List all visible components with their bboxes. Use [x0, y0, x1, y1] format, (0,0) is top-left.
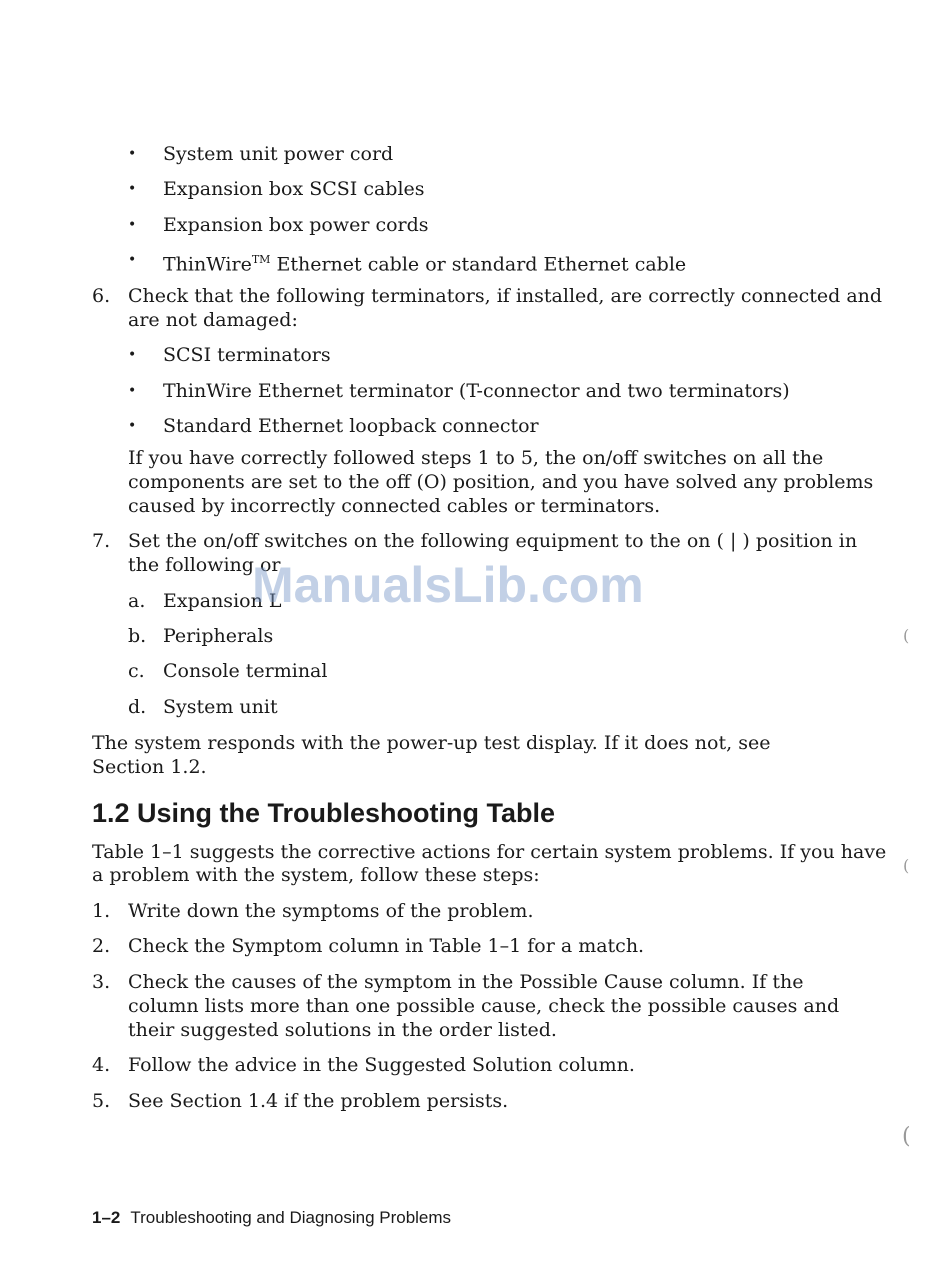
item-letter: c.: [128, 660, 145, 682]
item-text: System unit: [163, 696, 278, 718]
section-heading: 1.2 Using the Troubleshooting Table: [92, 798, 556, 828]
watermark-text: ManualsLib.com: [252, 557, 644, 613]
scan-mark: (: [903, 856, 910, 875]
bullet-marker: •: [128, 146, 137, 162]
page-footer: [92, 1207, 451, 1229]
item-text: Expansion L: [163, 590, 282, 612]
bullet-text-thinwire: ThinWire™ Ethernet cable or standard Ethernet cable: [163, 253, 687, 276]
bullet-text: ThinWire Ethernet terminator (T-connector and two terminators): [163, 380, 790, 402]
bullet-marker: •: [128, 181, 137, 197]
step-number: 6.: [92, 285, 111, 307]
bullet-text: Expansion box power cords: [163, 214, 429, 236]
scan-mark: (: [903, 626, 910, 645]
page-number: 1–2: [92, 1208, 121, 1227]
step-text: Follow the advice in the Suggested Solution column.: [128, 1054, 635, 1076]
step-text: their suggested solutions in the order listed.: [128, 1019, 557, 1041]
step-number: 1.: [92, 900, 111, 922]
footer-title: Troubleshooting and Diagnosing Problems: [130, 1208, 452, 1227]
step-text: Check the Symptom column in Table 1–1 for a match.: [128, 935, 645, 957]
item-letter: d.: [128, 696, 147, 718]
step-text: Check the causes of the symptom in the Possible Cause column. If the: [128, 971, 804, 993]
bullet-text: Standard Ethernet loopback connector: [163, 415, 539, 437]
bullet-text: SCSI terminators: [163, 344, 331, 366]
item-letter: b.: [128, 625, 147, 647]
bullet-marker: •: [128, 347, 137, 363]
paragraph-line: If you have correctly followed steps 1 to 5, the on/off switches on all the: [128, 447, 824, 469]
paragraph-line: a problem with the system, follow these steps:: [92, 864, 540, 886]
step-number: 5.: [92, 1090, 111, 1112]
paragraph-line: Section 1.2.: [92, 756, 207, 778]
bullet-text: System unit power cord: [163, 143, 394, 165]
bullet-marker: •: [128, 383, 137, 399]
bullet-text: Expansion box SCSI cables: [163, 178, 425, 200]
paragraph-line: components are set to the off (O) position, and you have solved any problems: [128, 471, 874, 493]
step-text: Set the on/off switches on the following equipment to the on ( | ) position in: [128, 530, 858, 552]
scan-mark: (: [902, 1124, 911, 1149]
step-text: See Section 1.4 if the problem persists.: [128, 1090, 509, 1112]
item-letter: a.: [128, 590, 146, 612]
step-number: 2.: [92, 935, 111, 957]
item-text: Console terminal: [163, 660, 328, 682]
step-number: 3.: [92, 971, 111, 993]
bullet-marker: •: [128, 252, 137, 268]
item-text: Peripherals: [163, 625, 274, 647]
paragraph-line: The system responds with the power-up test display. If it does not, see: [92, 732, 771, 754]
bullet-marker: •: [128, 418, 137, 434]
bullet-marker: •: [128, 217, 137, 233]
step-text: Check that the following terminators, if installed, are correctly connected and: [128, 285, 883, 307]
paragraph-line: caused by incorrectly connected cables or terminators.: [128, 495, 661, 517]
step-text: are not damaged:: [128, 309, 298, 331]
step-number: 7.: [92, 530, 111, 552]
step-text: the following or: [128, 554, 281, 576]
step-text: column lists more than one possible cause, check the possible causes and: [128, 995, 840, 1017]
paragraph-line: Table 1–1 suggests the corrective actions for certain system problems. If you have: [92, 841, 887, 863]
step-text: Write down the symptoms of the problem.: [128, 900, 534, 922]
step-number: 4.: [92, 1054, 111, 1076]
